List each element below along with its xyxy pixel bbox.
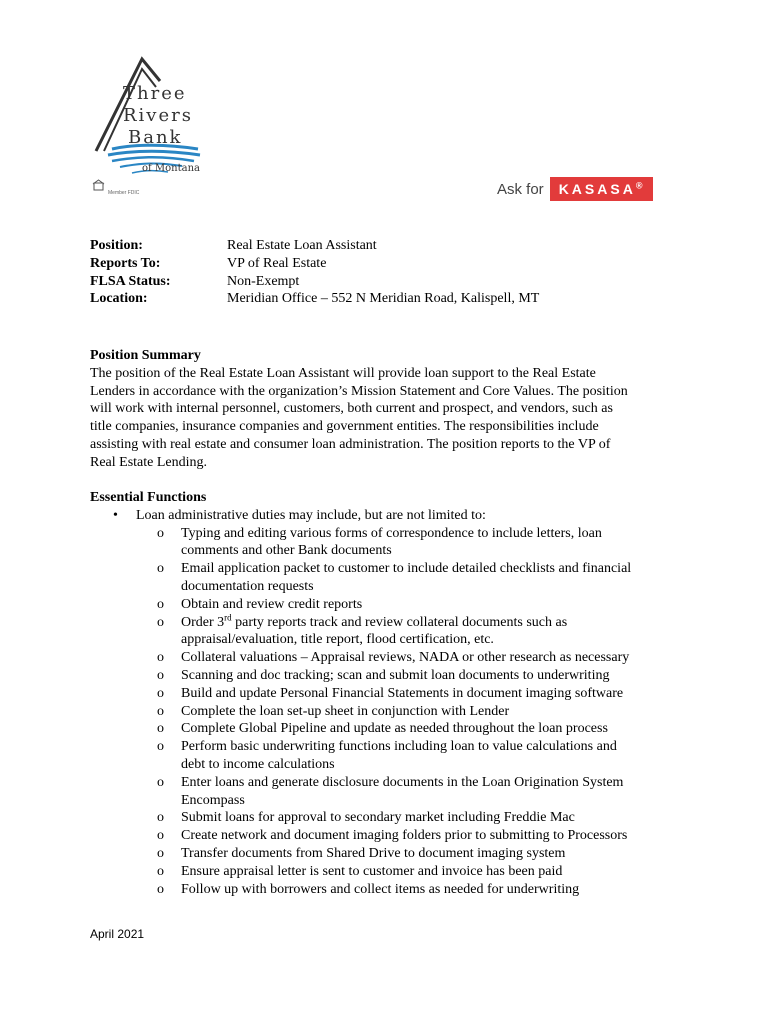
logo-fdic: Member FDIC [108,190,140,196]
sub-bullet-icon: o [157,703,164,719]
sub-bullet-icon: o [157,810,164,826]
summary-line: Real Estate Lending. [90,454,208,470]
summary-line: assisting with real estate and consumer loan administration. The position reports to the VP of [90,436,611,452]
footer-date: April 2021 [90,927,145,941]
duty-line: Submit loans for approval to secondary market including Freddie Mac [181,810,575,826]
bank-logo [90,55,215,205]
duty-line: Follow up with borrowers and collect items as needed for underwriting [181,881,580,897]
duty-item [90,596,684,614]
header-value: Real Estate Loan Assistant [227,238,377,253]
header-label: Reports To: [90,255,161,271]
header-value: Meridian Office – 552 N Meridian Road, Kalispell, MT [227,291,540,307]
summary-line: The position of the Real Estate Loan Assistant will provide loan support to the Real Estate [90,365,596,381]
summary-line: title companies, insurance companies and government entities. The responsibilities include [90,419,599,435]
duty-item [90,685,684,703]
kasasa-registered-mark: ® [635,180,646,191]
bullet-icon: • [113,507,118,523]
duty-text: Order 3 [181,614,225,630]
duty-line: appraisal/evaluation, title report, flood certification, etc. [181,632,494,648]
essential-heading: Essential Functions [90,490,207,505]
duty-item [90,720,684,738]
sub-bullet-icon: o [157,863,164,879]
sub-bullet-icon: o [157,614,164,630]
sub-bullet-icon: o [157,650,164,666]
duty-line: Complete Global Pipeline and update as needed throughout the loan process [181,721,608,737]
duty-item [90,881,684,899]
header-value: Non-Exempt [227,273,300,289]
sub-bullet-icon: o [157,774,164,790]
bullet-text: Loan administrative duties may include, but are not limited to: [136,507,486,523]
duty-line: Perform basic underwriting functions including loan to value calculations and [181,739,617,755]
summary-line: will work with internal personnel, customers, both current and prospect, and vendors, such as [90,401,613,417]
summary-line: Lenders in accordance with the organization’s Mission Statement and Core Values. The position [90,383,628,399]
duty-item [90,827,684,845]
duty-line: debt to income calculations [181,756,335,772]
duty-item [90,667,684,685]
sub-bullet-icon: o [157,721,164,737]
sub-bullet-icon: o [157,845,164,861]
duty-line: Email application packet to customer to include detailed checklists and financial [181,561,632,577]
header-label: FLSA Status: [90,273,171,289]
job-header [90,237,539,308]
summary-heading: Position Summary [90,348,201,363]
duties-list [90,525,690,899]
header-label: Position: [90,238,143,253]
duty-line: Encompass [181,792,245,808]
duty-line [181,611,684,632]
duty-text: party reports track and review collateral documents such as [231,614,568,630]
sub-bullet-icon: o [157,596,164,612]
sub-bullet-icon: o [157,739,164,755]
bullet-item [90,507,690,525]
duty-item [90,525,684,561]
header-row [90,290,539,308]
duty-item [90,774,684,810]
kasasa-badge [497,176,653,202]
duty-item [90,560,684,596]
sub-bullet-icon: o [157,881,164,897]
header-value: VP of Real Estate [227,255,327,271]
duty-line: Typing and editing various forms of correspondence to include letters, loan [181,525,602,541]
header-row [90,237,539,255]
logo-line-rivers: Rivers [123,105,193,126]
duty-line: Obtain and review credit reports [181,596,363,612]
duty-line: Create network and document imaging folders prior to submitting to Processors [181,828,628,844]
logo-line-three: Three [123,83,187,104]
logo-line-montana: of Montana [142,163,200,174]
duty-line: Ensure appraisal letter is sent to customer and invoice has been paid [181,863,563,879]
essential-functions [90,489,690,898]
duty-line: Build and update Personal Financial Statements in document imaging software [181,685,624,701]
duty-item [90,703,684,721]
header-label: Location: [90,291,148,307]
sub-bullet-icon: o [157,525,164,541]
kasasa-brand-text: KASASA [558,181,636,197]
duty-line: Complete the loan set-up sheet in conjunction with Lender [181,703,510,719]
duty-item [90,845,684,863]
duty-line: documentation requests [181,578,314,594]
logo-line-bank: Bank [128,127,183,148]
duty-line: Transfer documents from Shared Drive to document imaging system [181,845,566,861]
duty-item [90,611,684,650]
kasasa-ask-text: Ask for [497,180,544,198]
duty-line: Scanning and doc tracking; scan and submit loan documents to underwriting [181,667,610,683]
duty-line: Enter loans and generate disclosure documents in the Loan Origination System [181,774,624,790]
duty-line: Collateral valuations – Appraisal reviews, NADA or other research as necessary [181,650,630,666]
duty-item [90,649,684,667]
duty-item [90,738,684,774]
duty-item [90,809,684,827]
duty-item [90,863,684,881]
sub-bullet-icon: o [157,685,164,701]
duty-line: comments and other Bank documents [181,543,392,559]
sub-bullet-icon: o [157,828,164,844]
header-row [90,273,539,291]
header-row [90,255,539,273]
duty-superscript: rd [224,611,232,622]
kasasa-brand [550,177,654,201]
sub-bullet-icon: o [157,561,164,577]
sub-bullet-icon: o [157,667,164,683]
position-summary [90,347,690,472]
